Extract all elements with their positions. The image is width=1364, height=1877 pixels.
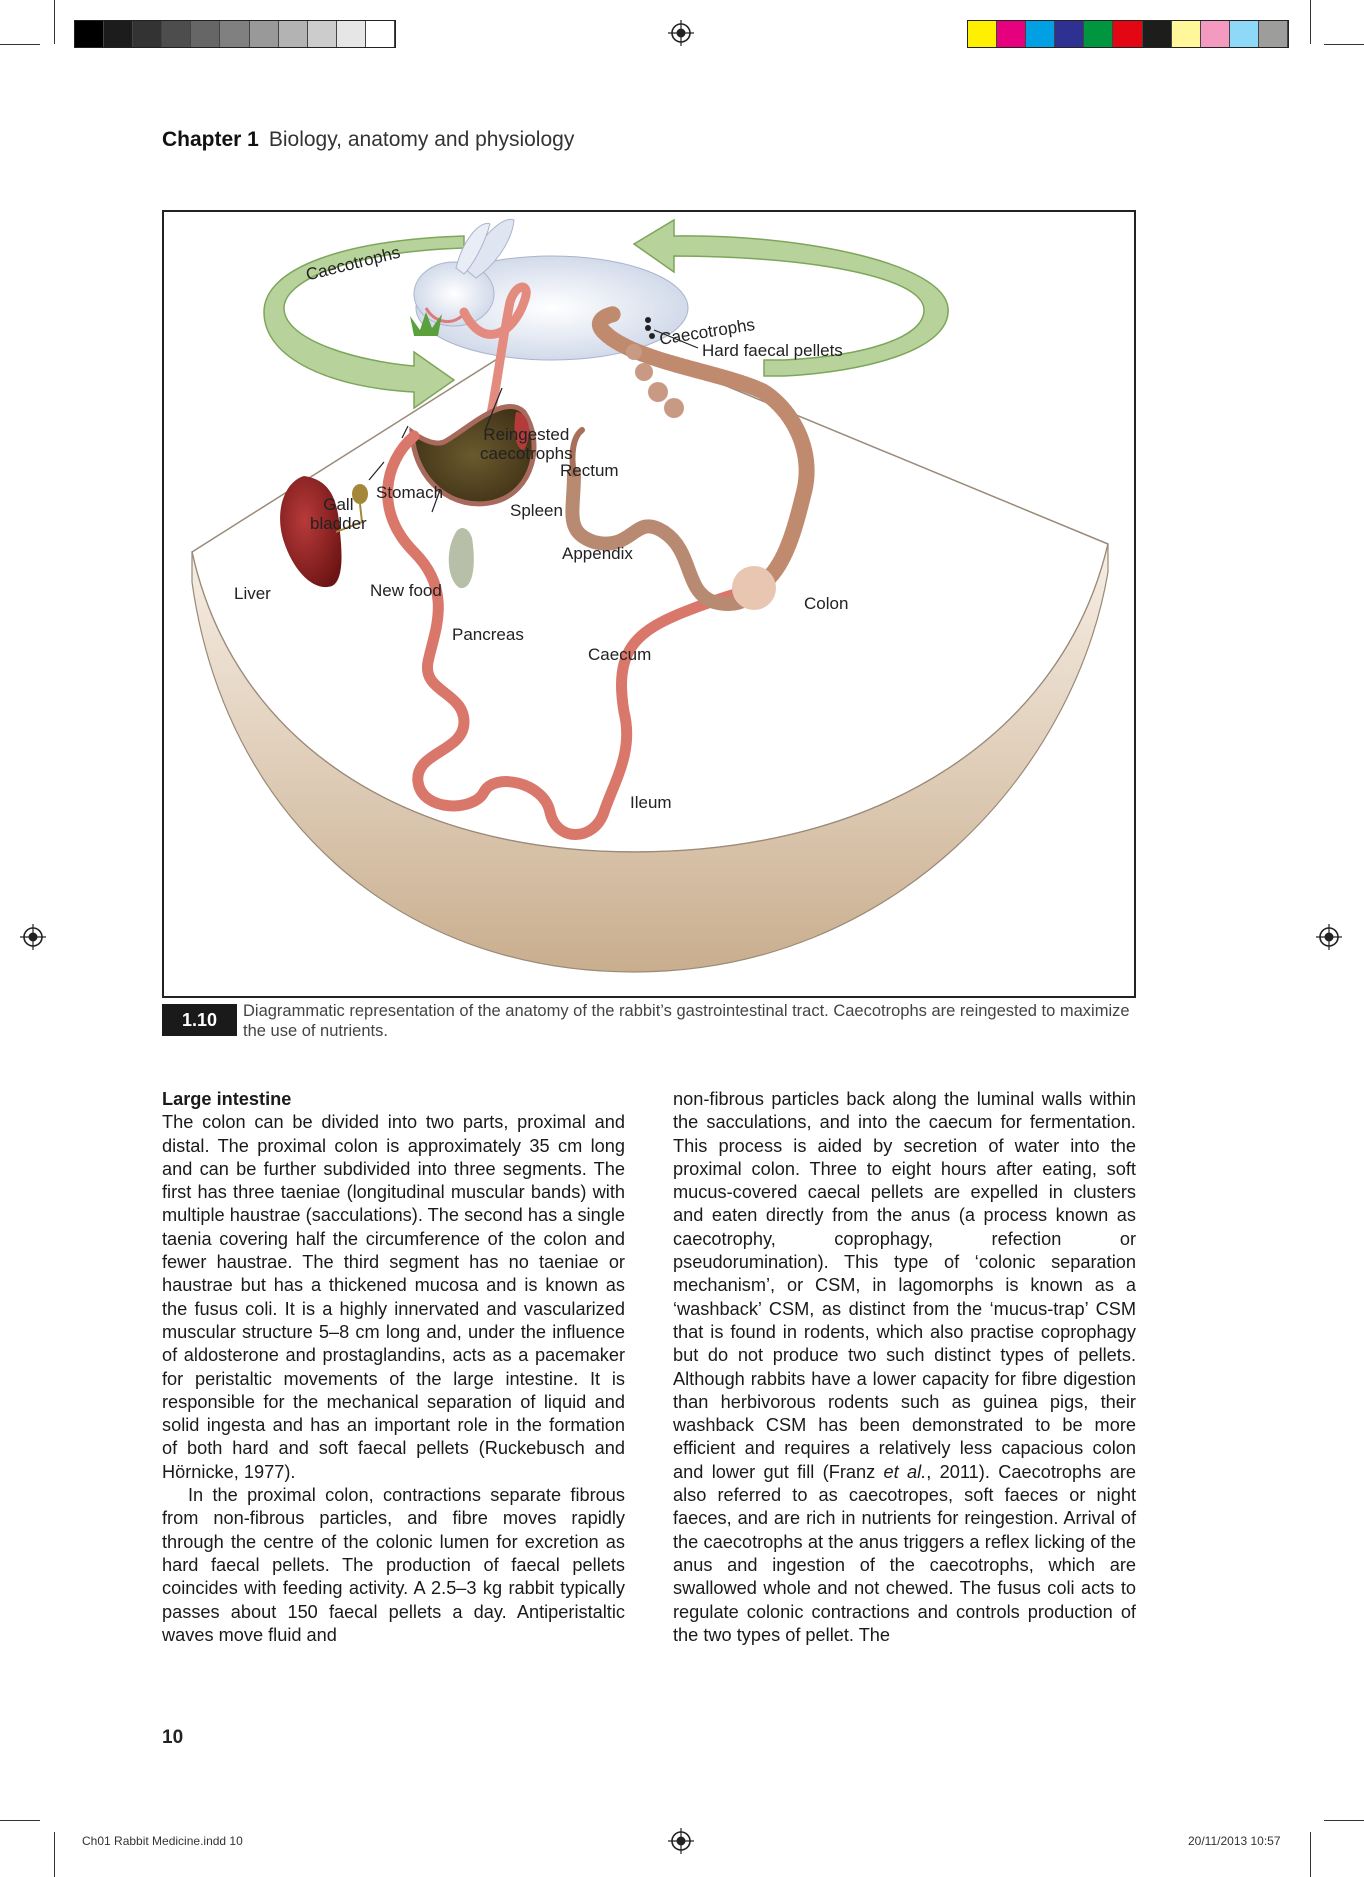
calibration-swatch (250, 21, 279, 47)
calibration-swatch (1113, 21, 1142, 47)
crop-mark (1310, 1832, 1311, 1877)
color-calibration-bar (967, 20, 1289, 48)
label-caecotrophs-left: Caecotrophs (304, 242, 403, 285)
calibration-swatch (75, 21, 104, 47)
label-gall-bladder: Gall bladder (310, 495, 367, 533)
paragraph: In the proximal colon, contractions separate fibrous from non-fibrous particles, and fibre moves rapidly through the centre of the colonic lumen for excretion as hard faecal pellets. The production of faecal pellets coincides with feeding activity. A 2.5–3 kg rabbit typically passes about 150 faecal pellets a day. Antiperistaltic waves move fluid and (162, 1485, 625, 1645)
faecal-pellet (645, 325, 651, 331)
label-stomach: Stomach (376, 483, 444, 502)
label-reingested-caecotrophs: Reingested caecotrophs (480, 425, 573, 463)
label-rectum: Rectum (560, 461, 619, 480)
calibration-swatch (366, 21, 395, 47)
label-hard-faecal-pellets: Hard faecal pellets (702, 341, 843, 360)
calibration-swatch (968, 21, 997, 47)
crop-mark (54, 0, 55, 44)
calibration-swatch (308, 21, 337, 47)
grey-calibration-bar (74, 20, 396, 48)
calibration-swatch (1143, 21, 1172, 47)
calibration-swatch (1201, 21, 1230, 47)
calibration-swatch (162, 21, 191, 47)
calibration-swatch (337, 21, 366, 47)
crop-mark (1324, 44, 1364, 45)
print-slug-date: 20/11/2013 10:57 (1188, 1834, 1281, 1848)
figure-caption: Diagrammatic representation of the anatomy of the rabbit’s gastrointestinal tract. Caecotrophs are reingested to maximize the use of nutrients. (243, 1002, 1130, 1040)
calibration-swatch (997, 21, 1026, 47)
calibration-swatch (220, 21, 249, 47)
faecal-pellet (649, 333, 655, 339)
registration-mark-icon (20, 924, 46, 950)
crop-mark (0, 44, 40, 45)
print-slug-file: Ch01 Rabbit Medicine.indd 10 (82, 1834, 243, 1848)
paragraph: The colon can be divided into two parts, proximal and distal. The proximal colon is approximately 35 cm long and can be further subdivided into three segments. The first has three taeniae (longitudinal muscular bands) with multiple haustrae (sacculations). The second has a single taenia covering half the circumference of the colon and fewer haustrae. The third segment has no taeniae or haustrae but has a thickened mucosa and is known as the fusus coli. It is a highly innervated and vascularized muscular structure 5–8 cm long and, under the influence of aldosterone and prostaglandins, acts as a pacemaker for peristaltic movements of the large intestine. It is responsible for the mechanical separation of liquid and solid ingesta and has an important role in the formation of both hard and soft faecal pellets (Ruckebusch and Hörnicke, 1977). (162, 1112, 625, 1482)
calibration-swatch (1259, 21, 1288, 47)
figure-number: 1.10 (162, 1004, 237, 1036)
registration-mark-icon (668, 20, 694, 46)
registration-mark-icon (668, 1828, 694, 1854)
calibration-swatch (133, 21, 162, 47)
label-ileum: Ileum (630, 793, 672, 812)
calibration-swatch (1055, 21, 1084, 47)
chapter-title: Biology, anatomy and physiology (268, 128, 575, 151)
faecal-pellet (645, 317, 651, 323)
label-liver: Liver (234, 584, 271, 603)
calibration-swatch (1026, 21, 1055, 47)
text-column-right (673, 1088, 1136, 1647)
label-new-food: New food (370, 581, 442, 600)
calibration-swatch (191, 21, 220, 47)
text-column-left (162, 1088, 625, 1647)
section-heading: Large intestine (162, 1089, 292, 1109)
figure-rabbit-gi-tract (162, 210, 1136, 998)
registration-mark-icon (1316, 924, 1342, 950)
crop-mark (1324, 1820, 1364, 1821)
crop-mark (54, 1832, 55, 1877)
running-header (162, 128, 574, 152)
label-caecum: Caecum (588, 645, 652, 664)
calibration-swatch (1230, 21, 1259, 47)
calibration-swatch (1172, 21, 1201, 47)
fusus-coli (732, 566, 776, 610)
label-appendix: Appendix (562, 544, 633, 563)
paragraph: non-fibrous particles back along the luminal walls within the sacculations, and into the caecum for fermentation. This process is aided by secretion of water into the proximal colon. Three to eight hours after eating, soft mucus-covered caecal pellets are expelled in clusters and eaten directly from the anus (a process known as caecotrophy, coprophagy, refection or pseudorumination). This type of ‘colonic separation mechanism’, or CSM, in lagomorphs is known as a ‘washback’ CSM, as distinct from the ‘mucus-trap’ CSM that is found in rodents, which also practise coprophagy but do not produce two such distinct types of pellets. Although rabbits have a lower capacity for fibre digestion than herbivorous rodents such as guinea pigs, their washback CSM has been demonstrated to be more efficient and requires a relatively less capacious colon and lower gut fill (Franz et al., 2011). Caecotrophs are also referred to as caecotropes, soft faeces or night faeces, and are rich in nutrients for reingestion. Arrival of the caecotrophs at the anus triggers a reflex licking of the anus and ingestion of the caecotrophs, which are swallowed whole and not chewed. The fusus coli acts to regulate colonic contractions and controls production of the two types of pellet. The (673, 1089, 1137, 1645)
label-pancreas: Pancreas (452, 625, 524, 644)
anatomy-illustration (164, 212, 1134, 996)
chapter-label: Chapter 1 (162, 128, 259, 151)
label-spleen: Spleen (510, 501, 563, 520)
calibration-swatch (279, 21, 308, 47)
crop-mark (0, 1820, 40, 1821)
crop-mark (1310, 0, 1311, 44)
page-number: 10 (162, 1727, 184, 1748)
label-caecotrophs-right: Caecotrophs (658, 314, 757, 349)
calibration-swatch (104, 21, 133, 47)
calibration-swatch (1084, 21, 1113, 47)
label-colon: Colon (804, 594, 849, 613)
